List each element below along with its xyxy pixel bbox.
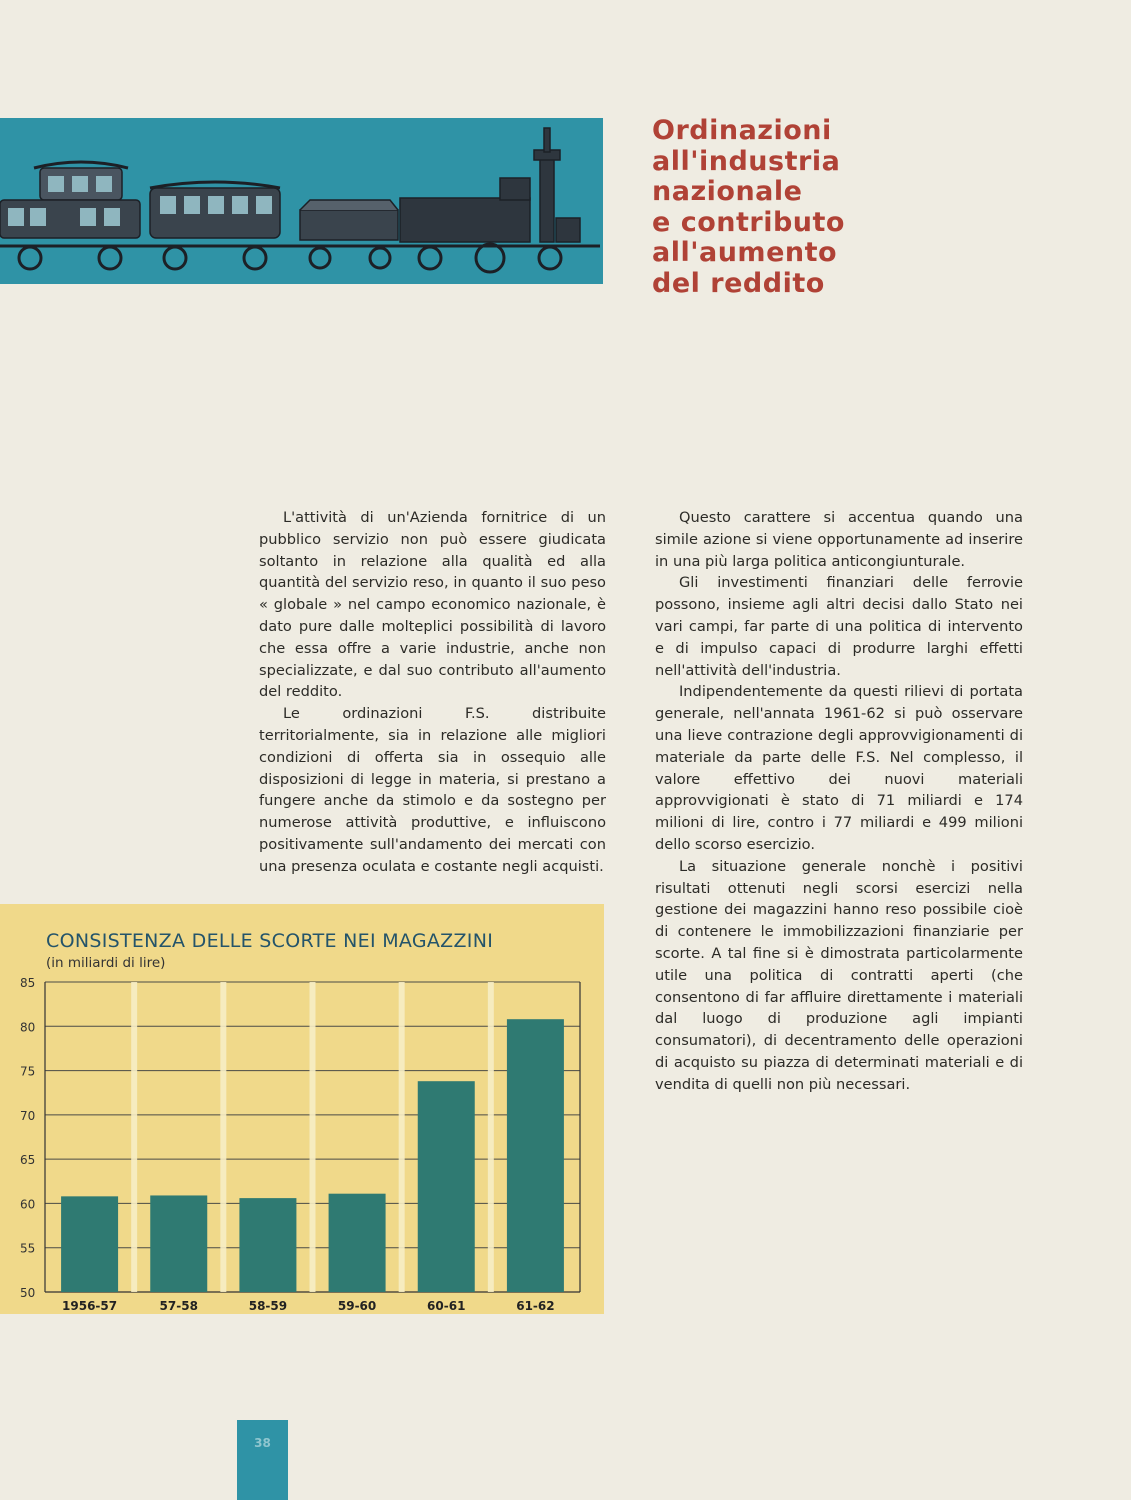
train-illustration	[0, 118, 603, 284]
separator-stripe	[488, 982, 494, 1292]
header-banner	[0, 118, 603, 284]
x-tick-label: 58-59	[248, 1299, 288, 1313]
y-tick-label: 75	[20, 1064, 36, 1079]
x-tick-label: 1956-57	[62, 1299, 118, 1313]
y-tick-label: 60	[20, 1197, 36, 1212]
title-line: del reddito	[652, 267, 825, 299]
page-title	[652, 116, 1112, 299]
y-tick-label: 55	[20, 1241, 36, 1256]
bar	[239, 1198, 296, 1292]
bar	[418, 1081, 475, 1292]
y-tick-label: 70	[20, 1108, 36, 1123]
y-tick-label: 65	[20, 1153, 36, 1168]
bar	[507, 1019, 564, 1292]
chart-subtitle: (in miliardi di lire)	[46, 955, 166, 971]
chart-title: CONSISTENZA DELLE SCORTE NEI MAGAZZINI	[46, 930, 494, 952]
separator-stripe	[399, 982, 405, 1292]
title-line: all'aumento	[652, 237, 838, 268]
paragraph: Questo carattere si accentua quando una simile azione si viene opportunamente ad inserire in una più larga politica anticongiunturale.	[655, 509, 1023, 570]
page-number: 38	[254, 1436, 271, 1450]
title-line: all'industria	[652, 145, 841, 177]
paragraph: Indipendentemente da questi rilievi di portata generale, nell'annata 1961-62 si può osservare una lieve contrazione degli approvvigionamenti di materiale da parte delle F.S. Nel complesso, il valore effettivo dei nuovi materiali approvvigionati è stato di 71 miliardi e 174 milioni di lire, contro i 77 miliardi e 499 milioni dello scorso esercizio.	[655, 683, 1023, 853]
separator-stripe	[131, 982, 137, 1292]
y-tick-label: 50	[20, 1286, 36, 1300]
paragraph: L'attività di un'Azienda fornitrice di un pubblico servizio non può essere giudicata soltanto in relazione alla qualità ed alla quantità del servizio reso, in quanto il suo peso « globale » nel campo economico nazionale, è dato pure dalle molteplici possibilità di lavoro che essa offre a varie industrie, anche non specializzate, e dal suo contributo all'aumento del reddito.	[259, 509, 606, 701]
title-line: e contributo	[652, 206, 845, 238]
x-tick-label: 60-61	[427, 1299, 466, 1313]
paragraph: Le ordinazioni F.S. distribuite territorialmente, sia in relazione alle migliori condizioni di offerta sia in ossequio alle disposizioni di legge in materia, si prestano a fungere anche da stimolo e da sostegno per numerose attività produttive, e influiscono positivamente sull'andamento dei mercati con una presenza oculata e costante negli acquisti.	[259, 705, 606, 875]
right-column	[655, 507, 1023, 1096]
bar	[61, 1196, 118, 1292]
x-tick-label: 61-62	[516, 1299, 555, 1313]
y-tick-label: 80	[20, 1020, 36, 1035]
separator-stripe	[220, 982, 226, 1292]
bar	[150, 1195, 207, 1292]
x-tick-label: 59-60	[337, 1299, 377, 1313]
separator-stripe	[310, 982, 316, 1292]
title-line: Ordinazioni	[652, 115, 832, 146]
bar	[329, 1194, 386, 1292]
title-line: nazionale	[652, 176, 803, 207]
paragraph: Gli investimenti finanziari delle ferrovie possono, insieme agli altri decisi dallo Stato nei vari campi, far parte di una politica di intervento e di impulso capaci di produrre larghi effetti nell'attività dell'industria.	[655, 574, 1023, 679]
x-tick-label: 57-58	[159, 1299, 198, 1313]
left-column	[259, 507, 606, 878]
paragraph: La situazione generale nonchè i positivi risultati ottenuti negli scorsi esercizi nella gestione dei magazzini hanno reso possibile cioè di contenere le immobilizzazioni finanziarie per scorte. A tal fine si è dimostrata particolarmente utile una politica di contratti aperti (che consentono di far affluire direttamente i materiali dal luogo di produzione agli impianti consumatori), di decentramento delle operazioni di acquisto su piazza di determinati materiali e di vendita di quelli non più necessari.	[655, 857, 1023, 1093]
y-tick-label: 85	[20, 976, 36, 990]
page-number-tab	[237, 1420, 288, 1500]
